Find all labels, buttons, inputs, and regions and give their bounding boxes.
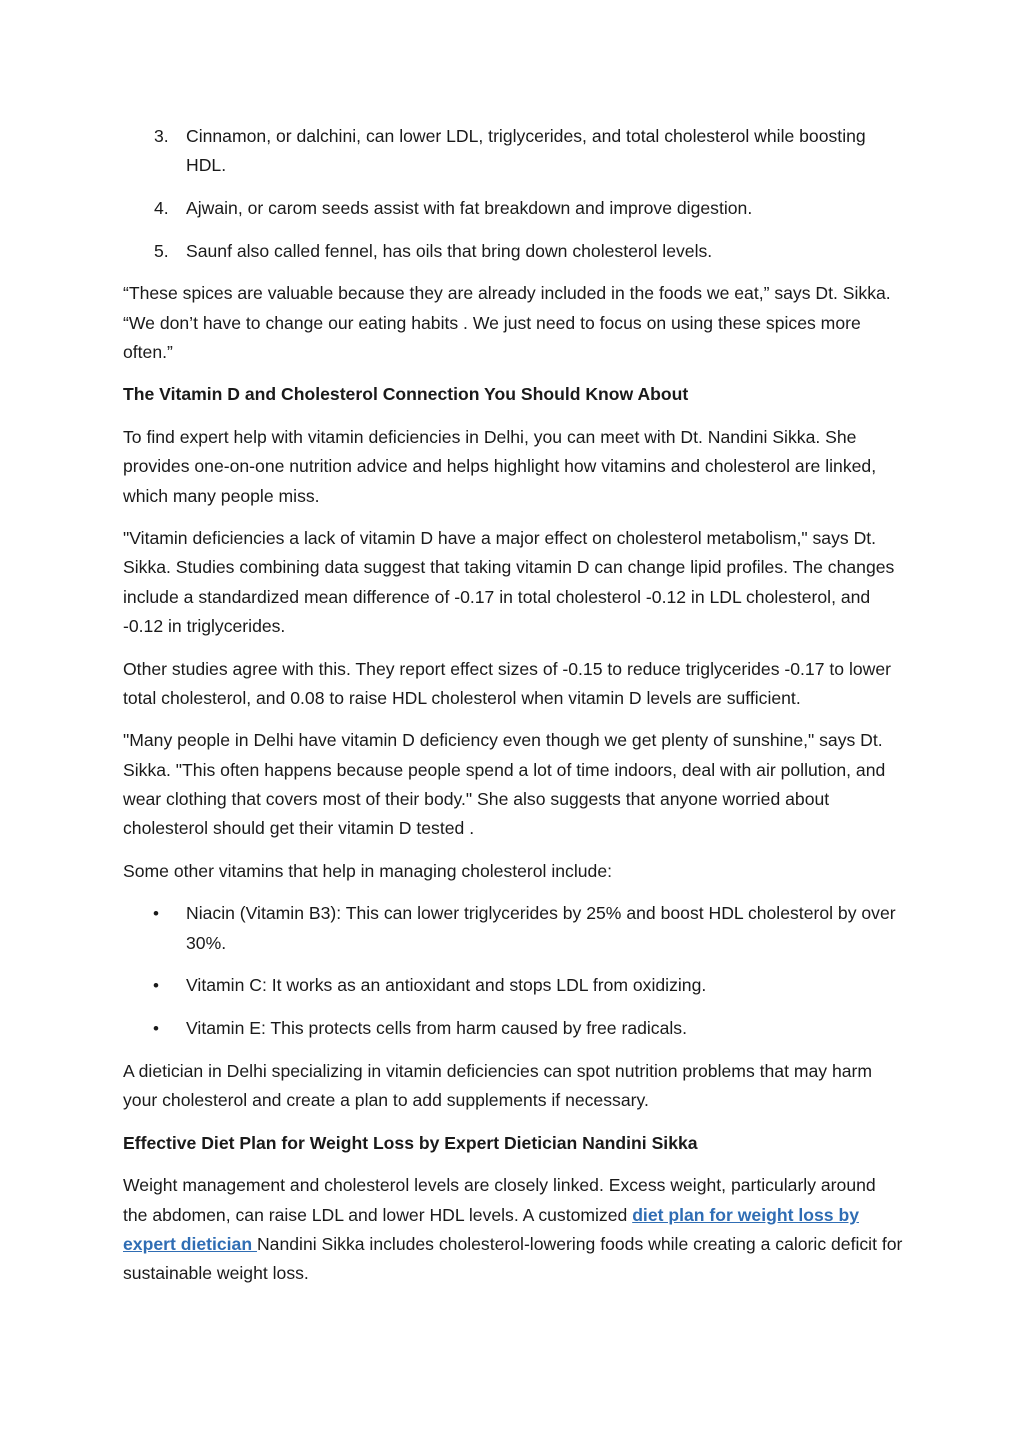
list-number: 5. bbox=[154, 240, 169, 261]
diet-plan-heading: Effective Diet Plan for Weight Loss by Expert Dietician Nandini Sikka bbox=[123, 1132, 698, 1153]
bullet-icon: • bbox=[153, 976, 159, 996]
diet-plan-link[interactable]: diet plan for weight loss by expert dietician bbox=[123, 1204, 859, 1254]
list-item-text: Cinnamon, or dalchini, can lower LDL, triglycerides, and total cholesterol while boosting HDL. bbox=[186, 126, 866, 176]
document-body bbox=[123, 122, 903, 1302]
vitamin-d-heading: The Vitamin D and Cholesterol Connection You Should Know About bbox=[123, 384, 689, 405]
list-item bbox=[123, 194, 903, 223]
list-item bbox=[123, 237, 903, 266]
weight-management-paragraph bbox=[123, 1171, 903, 1288]
list-item-text: Niacin (Vitamin B3): This can lower triglycerides by 25% and boost HDL cholesterol by over 30%. bbox=[186, 903, 896, 953]
list-item-text: Saunf also called fennel, has oils that bring down cholesterol levels. bbox=[186, 240, 713, 261]
list-item-text: Vitamin C: It works as an antioxidant and stops LDL from oxidizing. bbox=[186, 975, 707, 996]
bullet-icon: • bbox=[153, 904, 159, 924]
bullet-icon: • bbox=[153, 1019, 159, 1039]
dietician-supplements-paragraph: A dietician in Delhi specializing in vitamin deficiencies can spot nutrition problems that may harm your cholesterol and create a plan to add supplements if necessary. bbox=[123, 1060, 873, 1110]
other-studies-paragraph: Other studies agree with this. They report effect sizes of -0.15 to reduce triglycerides -0.17 to lower total cholesterol, and 0.08 to raise HDL cholesterol when vitamin D levels are sufficient. bbox=[123, 658, 891, 708]
vitamin-d-intro-paragraph: To find expert help with vitamin deficiencies in Delhi, you can meet with Dt. Nandini Sikka. She provides one-on-one nutrition advice and helps highlight how vitamins and cholesterol are linked, which many people miss. bbox=[123, 427, 877, 506]
list-item-text: Ajwain, or carom seeds assist with fat breakdown and improve digestion. bbox=[186, 197, 753, 218]
list-item-text: Vitamin E: This protects cells from harm caused by free radicals. bbox=[186, 1018, 687, 1039]
list-item bbox=[123, 1014, 903, 1043]
list-number: 3. bbox=[154, 126, 169, 146]
vitamins-bullet-list bbox=[123, 899, 903, 1043]
other-vitamins-intro-paragraph: Some other vitamins that help in managing cholesterol include: bbox=[123, 860, 612, 881]
delhi-deficiency-paragraph: "Many people in Delhi have vitamin D deficiency even though we get plenty of sunshine," says Dt. Sikka. "This often happens because people spend a lot of time indoors, deal with air pollution, and wear clothing that covers most of their body." She also suggests that anyone worried about cholesterol should get their vitamin D tested . bbox=[123, 730, 886, 839]
list-item bbox=[123, 899, 903, 957]
list-item bbox=[123, 122, 903, 180]
vitamin-d-metabolism-paragraph: "Vitamin deficiencies a lack of vitamin D have a major effect on cholesterol metabolism," says Dt. Sikka. Studies combining data suggest that taking vitamin D can change lipid profiles. The changes include a standardized mean difference of -0.17 in total cholesterol -0.12 in LDL cholesterol, and -0.12 in triglycerides. bbox=[123, 528, 895, 636]
list-number: 4. bbox=[154, 197, 169, 218]
spices-quote-paragraph: “These spices are valuable because they are already included in the foods we eat,” says Dt. Sikka. “We don’t have to change our eating habits . We just need to focus on using these spices more often.” bbox=[123, 283, 891, 362]
list-item bbox=[123, 971, 903, 1000]
weight-text-part2: Nandini Sikka includes cholesterol-lowering foods while creating a caloric deficit for sustainable weight loss. bbox=[123, 1233, 903, 1283]
spices-numbered-list bbox=[123, 122, 903, 266]
weight-text-part1: Weight management and cholesterol levels are closely linked. Excess weight, particularly around the abdomen, can raise LDL and lower HDL levels. A customized bbox=[123, 1175, 876, 1225]
